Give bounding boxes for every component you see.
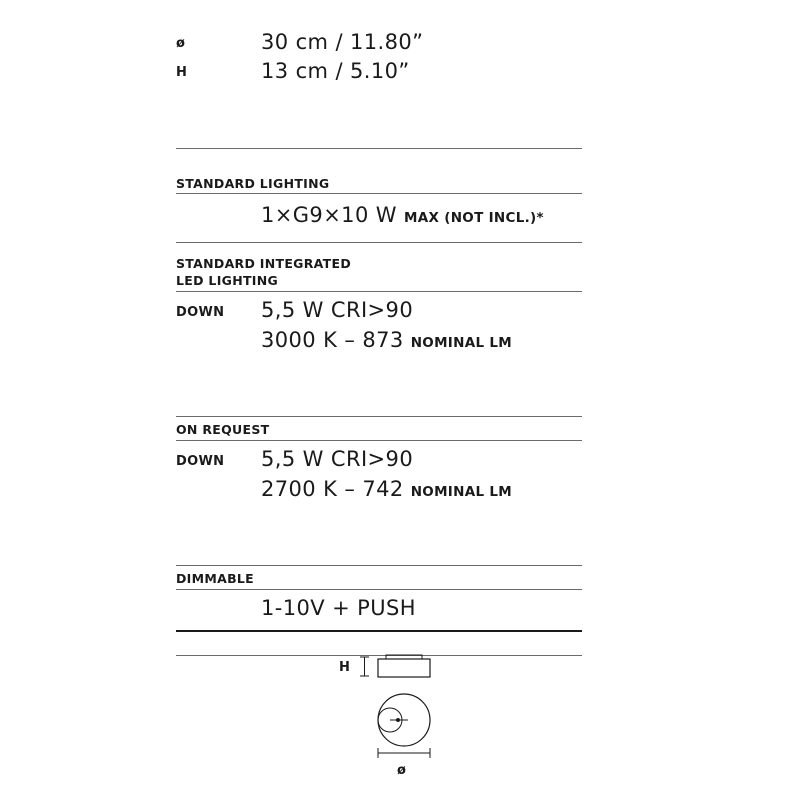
integrated-led-line1: 5,5 W CRI>90 [261,298,414,322]
integrated-led-title-line1: STANDARD INTEGRATED [176,256,352,271]
divider [176,193,582,194]
divider [176,291,582,292]
diameter-value: 30 cm / 11.80” [261,30,424,54]
diagram-diameter-label: ø [397,763,407,778]
standard-lighting-value [261,203,544,227]
on-request-line2 [261,477,512,501]
dimmable-value: 1-10V + PUSH [261,596,416,620]
divider [176,440,582,441]
standard-lighting-suffix: MAX (NOT INCL.)* [404,210,544,226]
integrated-led-title [176,255,351,289]
integrated-led-line2-main: 3000 K – 873 [261,328,404,352]
divider [176,565,582,566]
on-request-line2-suffix: NOMINAL LM [410,484,513,500]
integrated-led-line2 [261,328,512,352]
dimmable-title: DIMMABLE [176,571,255,586]
integrated-led-title-line2: LED LIGHTING [176,273,279,288]
on-request-line1: 5,5 W CRI>90 [261,447,414,471]
divider [176,148,582,149]
on-request-line2-main: 2700 K – 742 [261,477,404,501]
standard-lighting-main: 1×G9×10 W [261,203,397,227]
height-label: H [176,65,188,80]
integrated-led-row-label: DOWN [176,305,225,320]
height-value: 13 cm / 5.10” [261,59,410,83]
on-request-row-label: DOWN [176,454,225,469]
integrated-led-line2-suffix: NOMINAL LM [410,335,513,351]
divider [176,242,582,243]
divider [176,416,582,417]
standard-lighting-title: STANDARD LIGHTING [176,176,330,191]
diameter-label: ø [176,36,186,51]
diagram-height-label: H [339,660,351,675]
divider [176,589,582,590]
divider-thick [176,630,582,632]
on-request-title: ON REQUEST [176,422,270,437]
